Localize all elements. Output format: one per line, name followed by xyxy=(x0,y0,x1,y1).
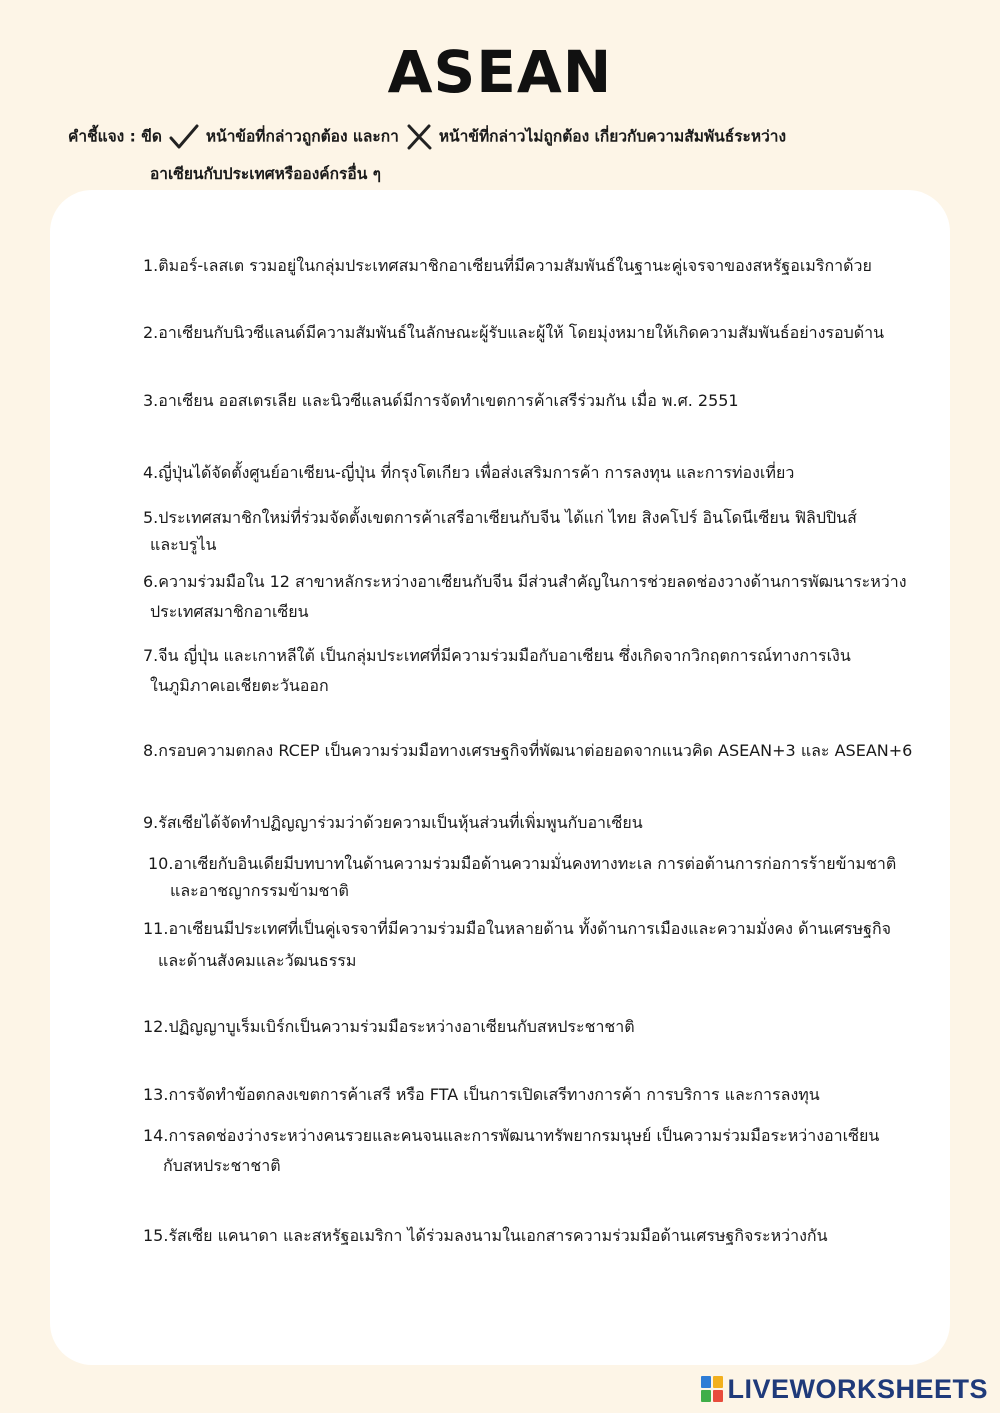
page-title: ASEAN xyxy=(387,38,613,106)
instructions-part-3: หน้าข้ที่กล่าวไม่ถูกต้อง เกี่ยวกับความสัมพันธ์ระหว่าง xyxy=(438,127,787,146)
question-10-cont: และอาชญากรรมข้ามชาติ xyxy=(170,881,349,900)
question-1: 1.ติมอร์-เลสเต รวมอยู่ในกลุ่มประเทศสมาชิกอาเซียนที่มีความสัมพันธ์ในฐานะคู่เจรจาของสหรัฐอเมริกาด้วย xyxy=(143,256,872,275)
logo-block-green xyxy=(701,1390,711,1402)
instructions-part-2: หน้าข้อที่กล่าวถูกต้อง และกา xyxy=(205,127,399,146)
question-8: 8.กรอบความตกลง RCEP เป็นความร่วมมือทางเศรษฐกิจที่พัฒนาต่อยอดจากแนวคิด ASEAN+3 และ ASEAN+6 xyxy=(143,741,913,760)
instructions-part-1: คำชี้แจง : ขีด xyxy=(68,127,162,146)
question-14-cont: กับสหประชาชาติ xyxy=(163,1156,281,1175)
logo-block-blue xyxy=(701,1376,711,1388)
question-5-cont: และบรูไน xyxy=(150,535,217,554)
question-11: 11.อาเซียนมีประเทศที่เป็นคู่เจรจาที่มีความร่วมมือในหลายด้าน ทั้งด้านการเมืองและความมั่งคง ด้านเศรษฐกิจ xyxy=(143,919,892,938)
question-3: 3.อาเซียน ออสเตรเลีย และนิวซีแลนด์มีการจัดทำเขตการค้าเสรีร่วมกัน เมื่อ พ.ศ. 2551 xyxy=(143,391,739,410)
question-6-cont: ประเทศสมาชิกอาเซียน xyxy=(150,602,309,621)
question-5: 5.ประเทศสมาชิกใหม่ที่ร่วมจัดตั้งเขตการค้าเสรีอาเซียนกับจีน ได้แก่ ไทย สิงคโปร์ อินโดนีเซียน ฟิลิปปินส์ xyxy=(143,508,857,527)
question-14: 14.การลดช่องว่างระหว่างคนรวยและคนจนและการพัฒนาทรัพยากรมนุษย์ เป็นความร่วมมือระหว่างอาเซียน xyxy=(143,1126,880,1145)
question-4: 4.ญี่ปุ่นได้จัดตั้งศูนย์อาเซียน-ญี่ปุ่น ที่กรุงโตเกียว เพื่อส่งเสริมการค้า การลงทุน และการท่องเที่ยว xyxy=(143,463,795,482)
question-11-cont: และด้านสังคมและวัฒนธรรม xyxy=(158,951,357,970)
instructions-line-2: อาเซียนกับประเทศหรือองค์กรอื่น ๆ xyxy=(150,165,382,183)
question-6: 6.ความร่วมมือใน 12 สาขาหลักระหว่างอาเซียนกับจีน มีส่วนสำคัญในการช่วยลดช่องวางด้านการพัฒนาระหว่าง xyxy=(143,572,907,591)
instructions-line-1 xyxy=(68,123,786,151)
logo-block-yellow xyxy=(713,1376,723,1388)
question-12: 12.ปฏิญญาบูเร็มเบิร์กเป็นความร่วมมือระหว่างอาเซียนกับสหประชาชาติ xyxy=(143,1017,635,1036)
check-mark-icon xyxy=(168,123,200,151)
liveworksheets-brand xyxy=(701,1373,988,1405)
question-9: 9.รัสเซียได้จัดทำปฏิญญาร่วมว่าด้วยความเป็นหุ้นส่วนที่เพิ่มพูนกับอาเซียน xyxy=(143,813,643,832)
liveworksheets-logo-icon xyxy=(701,1376,723,1402)
question-7: 7.จีน ญี่ปุ่น และเกาหลีใต้ เป็นกลุ่มประเทศที่มีความร่วมมือกับอาเซียน ซึ่งเกิดจากวิกฤตการณ์ทางการเงิน xyxy=(143,646,851,665)
question-15: 15.รัสเซีย แคนาดา และสหรัฐอเมริกา ได้ร่วมลงนามในเอกสารความร่วมมือด้านเศรษฐกิจระหว่างกัน xyxy=(143,1226,828,1245)
question-7-cont: ในภูมิภาคเอเชียตะวันออก xyxy=(150,676,329,695)
logo-block-red xyxy=(713,1390,723,1402)
brand-name: LIVEWORKSHEETS xyxy=(727,1373,988,1404)
question-card xyxy=(50,190,950,1365)
question-13: 13.การจัดทำข้อตกลงเขตการค้าเสรี หรือ FTA เป็นการเปิดเสรีทางการค้า การบริการ และการลงทุน xyxy=(143,1085,820,1104)
question-10: 10.อาเซียกับอินเดียมีบทบาทในด้านความร่วมมือด้านความมั่นคงทางทะเล การต่อต้านการก่อการร้ายข้ามชาติ xyxy=(148,854,897,873)
cross-mark-icon xyxy=(405,123,433,151)
question-2: 2.อาเซียนกับนิวซีแลนด์มีความสัมพันธ์ในลักษณะผู้รับและผู้ให้ โดยมุ่งหมายให้เกิดความสัมพันธ์อย่างรอบด้าน xyxy=(143,323,885,342)
